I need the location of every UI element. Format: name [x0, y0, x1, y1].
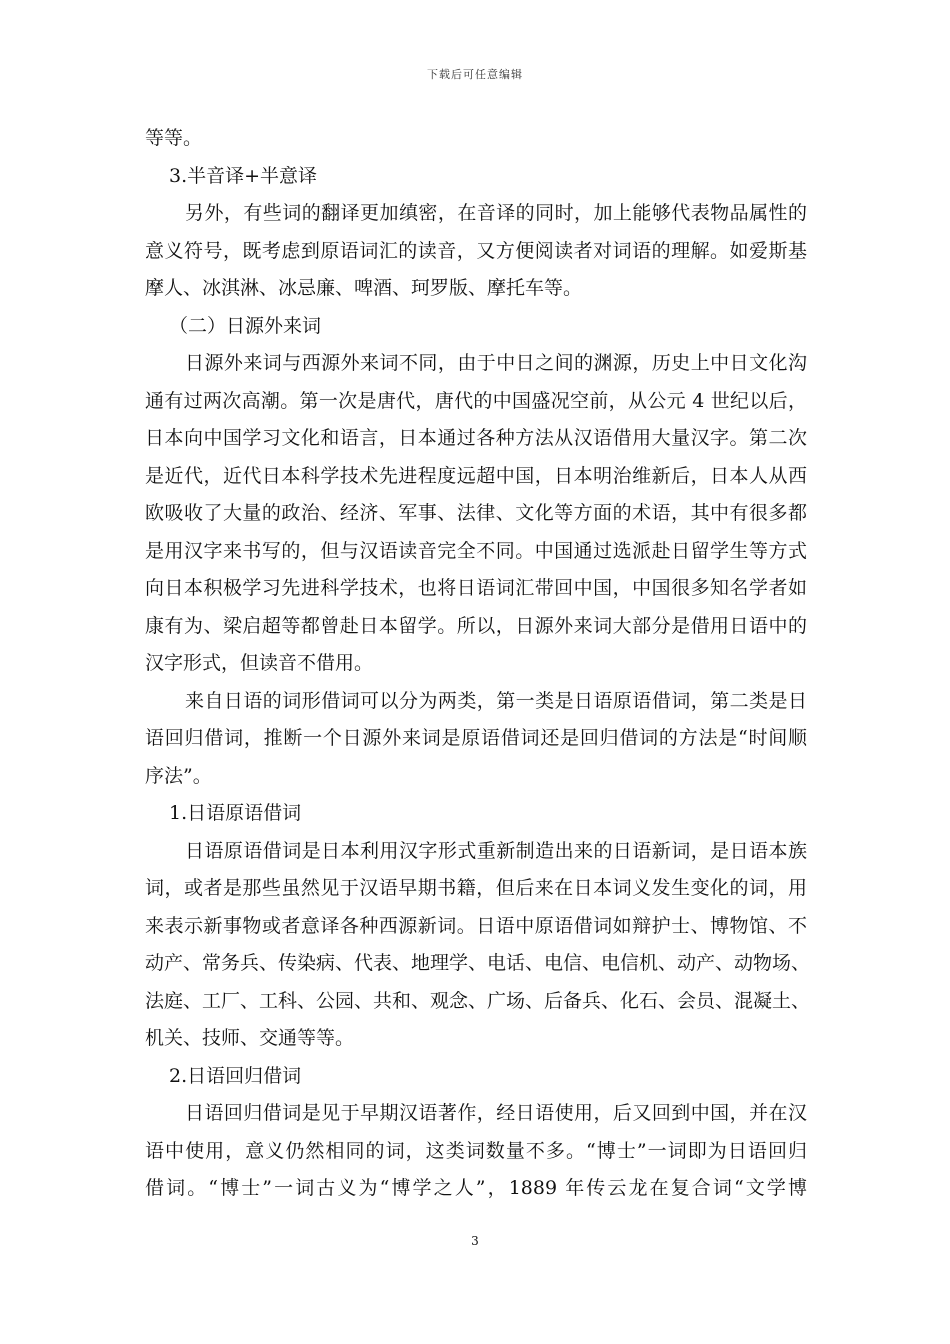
text-line: 是用汉字来书写的，但与汉语读音完全不同。中国通过选派赴日留学生等方式	[145, 539, 807, 562]
text-line: 动产、常务兵、传染病、代表、地理学、电话、电信、电信机、动产、动物场、	[145, 952, 811, 974]
text-line: 语回归借词，推断一个日源外来词是原语借词还是回归借词的方法是“时间顺	[145, 727, 807, 749]
text-line: 另外，有些词的翻译更加缜密，在音译的同时，加上能够代表物品属性的	[185, 202, 807, 224]
text-line: 是近代，近代日本科学技术先进程度远超中国，日本明治维新后，日本人从西	[145, 464, 807, 487]
text-line: 摩人、冰淇淋、冰忌廉、啤酒、珂罗版、摩托车等。	[145, 277, 583, 299]
text-line: 借词。“博士”一词古义为“博学之人”，1889 年传云龙在复合词“文学博	[145, 1177, 807, 1199]
text-line: 日语回归借词是见于早期汉语著作，经日语使用，后又回到中国，并在汉	[185, 1102, 807, 1124]
section-heading: 2.日语回归借词	[169, 1064, 302, 1087]
text-line: 来表示新事物或者意译各种西源新词。日语中原语借词如辩护士、博物馆、不	[145, 914, 807, 937]
text-line: 向日本积极学习先进科学技术，也将日语词汇带回中国，中国很多知名学者如	[145, 577, 807, 599]
text-line: 欧吸收了大量的政治、经济、军事、法律、文化等方面的术语，其中有很多都	[145, 502, 807, 524]
section-heading: 1.日语原语借词	[169, 802, 302, 824]
text-line: 语中使用，意义仍然相同的词，这类词数量不多。“博士”一词即为日语回归	[145, 1139, 807, 1162]
section-heading: 3.半音译+半意译	[169, 164, 318, 187]
section-heading: （二）日源外来词	[169, 314, 322, 337]
text-line: 机关、技师、交通等等。	[145, 1027, 355, 1049]
text-line: 康有为、梁启超等都曾赴日本留学。所以，日源外来词大部分是借用日语中的	[145, 614, 807, 637]
text-line: 等等。	[145, 127, 203, 149]
text-line: 日本向中国学习文化和语言，日本通过各种方法从汉语借用大量汉字。第二次	[145, 427, 807, 449]
text-line: 来自日语的词形借词可以分为两类，第一类是日语原语借词，第二类是日	[185, 689, 807, 712]
text-line: 法庭、工厂、工科、公园、共和、观念、广场、后备兵、化石、会员、混凝土、	[145, 989, 811, 1012]
body-text	[145, 120, 811, 1208]
text-line: 词，或者是那些虽然见于汉语早期书籍，但后来在日本词义发生变化的词，用	[145, 877, 807, 899]
text-line: 意义符号，既考虑到原语词汇的读音，又方便阅读者对词语的理解。如爱斯基	[145, 239, 807, 262]
page-number: 3	[471, 1234, 479, 1248]
text-line: 序法”。	[145, 764, 212, 787]
text-line: 日源外来词与西源外来词不同，由于中日之间的渊源，历史上中日文化沟	[185, 352, 807, 374]
text-line: 日语原语借词是日本利用汉字形式重新制造出来的日语新词，是日语本族	[185, 839, 807, 862]
page-header: 下载后可任意编辑	[427, 68, 523, 81]
text-line: 汉字形式，但读音不借用。	[145, 652, 374, 674]
text-line: 通有过两次高潮。第一次是唐代，唐代的中国盛况空前，从公元 4 世纪以后，	[145, 389, 807, 412]
